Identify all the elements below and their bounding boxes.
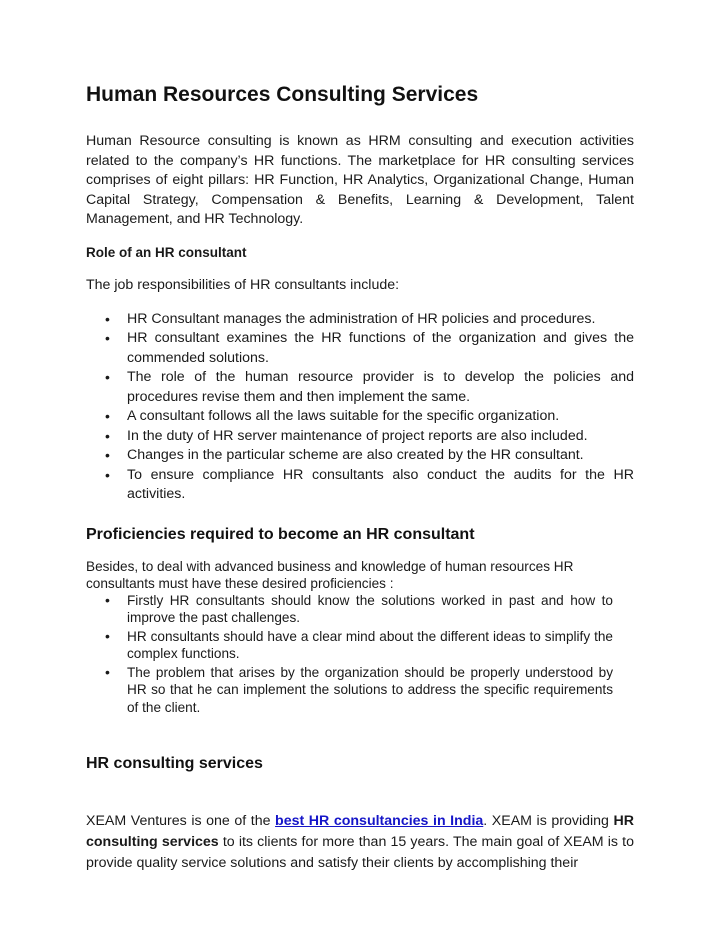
list-item: • To ensure compliance HR consultants also conduct the audits for the HR activities.: [105, 466, 634, 502]
list-item: • A consultant follows all the laws suitable for the specific organization.: [86, 407, 634, 427]
list-item: • HR consultants should have a clear mind about the different ideas to simplify the complex functions.: [105, 627, 613, 661]
bullet-icon: •: [105, 447, 110, 463]
bullet-icon: •: [105, 663, 110, 680]
bullet-icon: •: [105, 627, 110, 644]
proficiencies-heading: Proficiencies required to become an HR consultant: [86, 525, 475, 543]
role-lead-text: The job responsibilities of HR consultants include:: [86, 277, 400, 293]
list-item: • HR Consultant manages the administration of HR policies and procedures.: [86, 310, 634, 330]
services-bold-text: HR consulting services: [86, 813, 634, 850]
bullet-icon: •: [105, 310, 110, 327]
list-item: • Firstly HR consultants should know the solutions worked in past and how to improve the past challenges.: [105, 591, 613, 625]
bullet-icon: •: [105, 427, 110, 444]
proficiencies-lead-text: Besides, to deal with advanced business and knowledge of human resources HR consultants must have these desired proficiencies :: [86, 558, 574, 591]
bullet-icon: •: [105, 466, 110, 483]
list-item: • HR consultant examines the HR functions of the organization and gives the commended solutions.: [105, 330, 634, 366]
bullet-icon: •: [105, 369, 110, 385]
list-item: • The role of the human resource provider is to develop the policies and procedures revise them and then implement the same.: [105, 369, 634, 405]
best-hr-consultancies-link[interactable]: best HR consultancies in India: [275, 813, 484, 829]
page-title: Human Resources Consulting Services: [86, 83, 479, 106]
services-paragraph: XEAM Ventures is one of the best HR consultancies in India. XEAM is providing HR consulting services to its clients for more than 15 years. The main goal of XEAM is to provide quality service solutions and satisfy their clients by accomplishing their: [86, 813, 635, 871]
services-heading: HR consulting services: [86, 755, 263, 772]
bullet-icon: •: [105, 408, 110, 424]
list-item: • In the duty of HR server maintenance of project reports are also included.: [86, 427, 634, 447]
role-list: [86, 310, 634, 505]
bullet-icon: •: [105, 330, 110, 346]
list-item: • Changes in the particular scheme are also created by the HR consultant.: [86, 446, 634, 466]
role-heading: Role of an HR consultant: [86, 244, 247, 260]
proficiencies-list: [86, 592, 613, 717]
bullet-icon: •: [105, 591, 110, 608]
intro-paragraph: Human Resource consulting is known as HRM consulting and execution activities related to the company’s HR functions. The marketplace for HR consulting services comprises of eight pillars: HR Function, HR Analytics, Organizational Change, Human Capital Strategy, Compensation & Benefits, Learning & Development, Talent Management, and HR Technology.: [86, 133, 634, 227]
list-item: • The problem that arises by the organization should be properly understood by HR so that he can implement the solutions to address the specific requirements of the client.: [105, 663, 613, 715]
